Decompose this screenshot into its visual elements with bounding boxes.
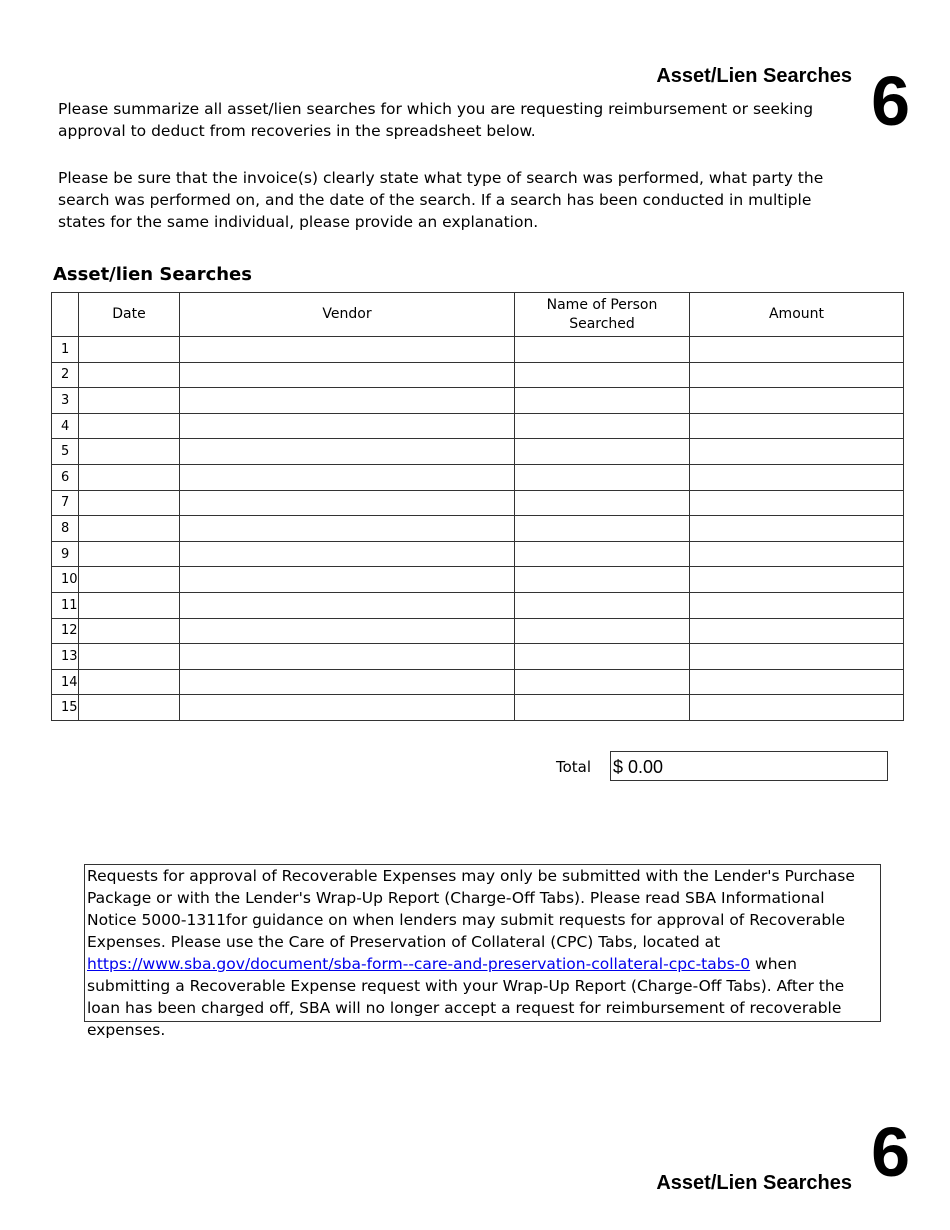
person-searched-cell[interactable] [515, 388, 690, 414]
date-cell[interactable] [79, 464, 180, 490]
row-number: 12 [52, 618, 79, 644]
notice-box [84, 864, 881, 1039]
row-number: 13 [52, 644, 79, 670]
table-row [52, 337, 904, 363]
row-number: 2 [52, 362, 79, 388]
person-searched-cell[interactable] [515, 337, 690, 363]
row-number: 15 [52, 695, 79, 721]
date-cell[interactable] [79, 490, 180, 516]
person-searched-cell[interactable] [515, 490, 690, 516]
vendor-cell[interactable] [180, 337, 515, 363]
amount-cell[interactable] [690, 439, 904, 465]
intro-paragraph-2: Please be sure that the invoice(s) clearly state what type of search was performed, what party the search was performed on, and the date of the search. If a search has been conducted in multiple states for the same individual, please provide an explanation. [58, 169, 824, 231]
date-cell[interactable] [79, 541, 180, 567]
row-number: 11 [52, 592, 79, 618]
vendor-cell[interactable] [180, 362, 515, 388]
vendor-cell[interactable] [180, 567, 515, 593]
date-cell[interactable] [79, 592, 180, 618]
table-row [52, 618, 904, 644]
vendor-cell[interactable] [180, 541, 515, 567]
date-cell[interactable] [79, 618, 180, 644]
person-searched-cell[interactable] [515, 516, 690, 542]
vendor-cell[interactable] [180, 618, 515, 644]
table-row [52, 388, 904, 414]
date-cell[interactable] [79, 439, 180, 465]
vendor-cell[interactable] [180, 644, 515, 670]
date-cell[interactable] [79, 695, 180, 721]
table-row [52, 541, 904, 567]
table-row [52, 592, 904, 618]
amount-cell[interactable] [690, 644, 904, 670]
person-searched-cell[interactable] [515, 592, 690, 618]
amount-cell[interactable] [690, 362, 904, 388]
person-searched-cell[interactable] [515, 541, 690, 567]
person-searched-cell[interactable] [515, 567, 690, 593]
cpc-tabs-link[interactable]: https://www.sba.gov/document/sba-form--care-and-preservation-collateral-cpc-tabs-0 [87, 955, 751, 973]
amount-cell[interactable] [690, 413, 904, 439]
person-searched-cell[interactable] [515, 618, 690, 644]
date-cell[interactable] [79, 567, 180, 593]
table-row [52, 669, 904, 695]
column-header-person-searched: Name of Person Searched [515, 293, 690, 337]
vendor-cell[interactable] [180, 490, 515, 516]
row-number: 5 [52, 439, 79, 465]
footer-tab-number: 6 [871, 1113, 910, 1191]
section-title: Asset/lien Searches [53, 264, 252, 285]
total-label: Total [556, 758, 592, 776]
notice-text-after-link: when submitting a Recoverable Expense request with your Wrap-Up Report (Charge-Off Tabs). After the loan has been charged off, SBA will no longer accept a request for reimbursement of recoverable expenses. [87, 955, 845, 1039]
table-row [52, 413, 904, 439]
person-searched-cell[interactable] [515, 413, 690, 439]
row-number: 4 [52, 413, 79, 439]
amount-cell[interactable] [690, 695, 904, 721]
column-header-date: Date [79, 293, 180, 337]
vendor-cell[interactable] [180, 413, 515, 439]
row-number: 7 [52, 490, 79, 516]
intro-paragraph-1: Please summarize all asset/lien searches for which you are requesting reimbursement or seeking approval to deduct from recoveries in the spreadsheet below. [58, 100, 814, 140]
column-header-index [52, 293, 79, 337]
date-cell[interactable] [79, 516, 180, 542]
vendor-cell[interactable] [180, 669, 515, 695]
table-header-row [52, 293, 904, 337]
amount-cell[interactable] [690, 490, 904, 516]
row-number: 1 [52, 337, 79, 363]
row-number: 9 [52, 541, 79, 567]
amount-cell[interactable] [690, 516, 904, 542]
table-row [52, 695, 904, 721]
amount-cell[interactable] [690, 592, 904, 618]
vendor-cell[interactable] [180, 516, 515, 542]
person-searched-cell[interactable] [515, 695, 690, 721]
vendor-cell[interactable] [180, 439, 515, 465]
total-field[interactable]: $ 0.00 [610, 751, 888, 781]
asset-lien-table [51, 292, 904, 721]
footer-title: Asset/Lien Searches [656, 1172, 852, 1194]
row-number: 8 [52, 516, 79, 542]
vendor-cell[interactable] [180, 592, 515, 618]
amount-cell[interactable] [690, 337, 904, 363]
person-searched-cell[interactable] [515, 439, 690, 465]
amount-cell[interactable] [690, 669, 904, 695]
amount-cell[interactable] [690, 618, 904, 644]
person-searched-cell[interactable] [515, 464, 690, 490]
vendor-cell[interactable] [180, 388, 515, 414]
person-searched-cell[interactable] [515, 362, 690, 388]
table-row [52, 644, 904, 670]
column-header-amount: Amount [690, 293, 904, 337]
vendor-cell[interactable] [180, 695, 515, 721]
table-row [52, 439, 904, 465]
amount-cell[interactable] [690, 567, 904, 593]
amount-cell[interactable] [690, 541, 904, 567]
amount-cell[interactable] [690, 464, 904, 490]
date-cell[interactable] [79, 337, 180, 363]
notice-text-before-link: Requests for approval of Recoverable Expenses may only be submitted with the Lender's Purchase Package or with the Lender's Wrap-Up Report (Charge-Off Tabs). Please read SBA Informational Notice 5000-1311for guidance on when lenders may submit requests for approval of Recoverable Expenses. Please use the Care of Preservation of Collateral (CPC) Tabs, located at [87, 867, 855, 951]
row-number: 3 [52, 388, 79, 414]
row-number: 10 [52, 567, 79, 593]
date-cell[interactable] [79, 388, 180, 414]
person-searched-cell[interactable] [515, 669, 690, 695]
table-body [52, 337, 904, 721]
table-row [52, 464, 904, 490]
tab-number: 6 [871, 62, 910, 140]
header-title: Asset/Lien Searches [656, 65, 852, 87]
amount-cell[interactable] [690, 388, 904, 414]
table-row [52, 490, 904, 516]
table-row [52, 567, 904, 593]
person-searched-cell[interactable] [515, 644, 690, 670]
date-cell[interactable] [79, 362, 180, 388]
date-cell[interactable] [79, 669, 180, 695]
row-number: 6 [52, 464, 79, 490]
row-number: 14 [52, 669, 79, 695]
table-row [52, 516, 904, 542]
vendor-cell[interactable] [180, 464, 515, 490]
table-row [52, 362, 904, 388]
column-header-vendor: Vendor [180, 293, 515, 337]
date-cell[interactable] [79, 644, 180, 670]
date-cell[interactable] [79, 413, 180, 439]
